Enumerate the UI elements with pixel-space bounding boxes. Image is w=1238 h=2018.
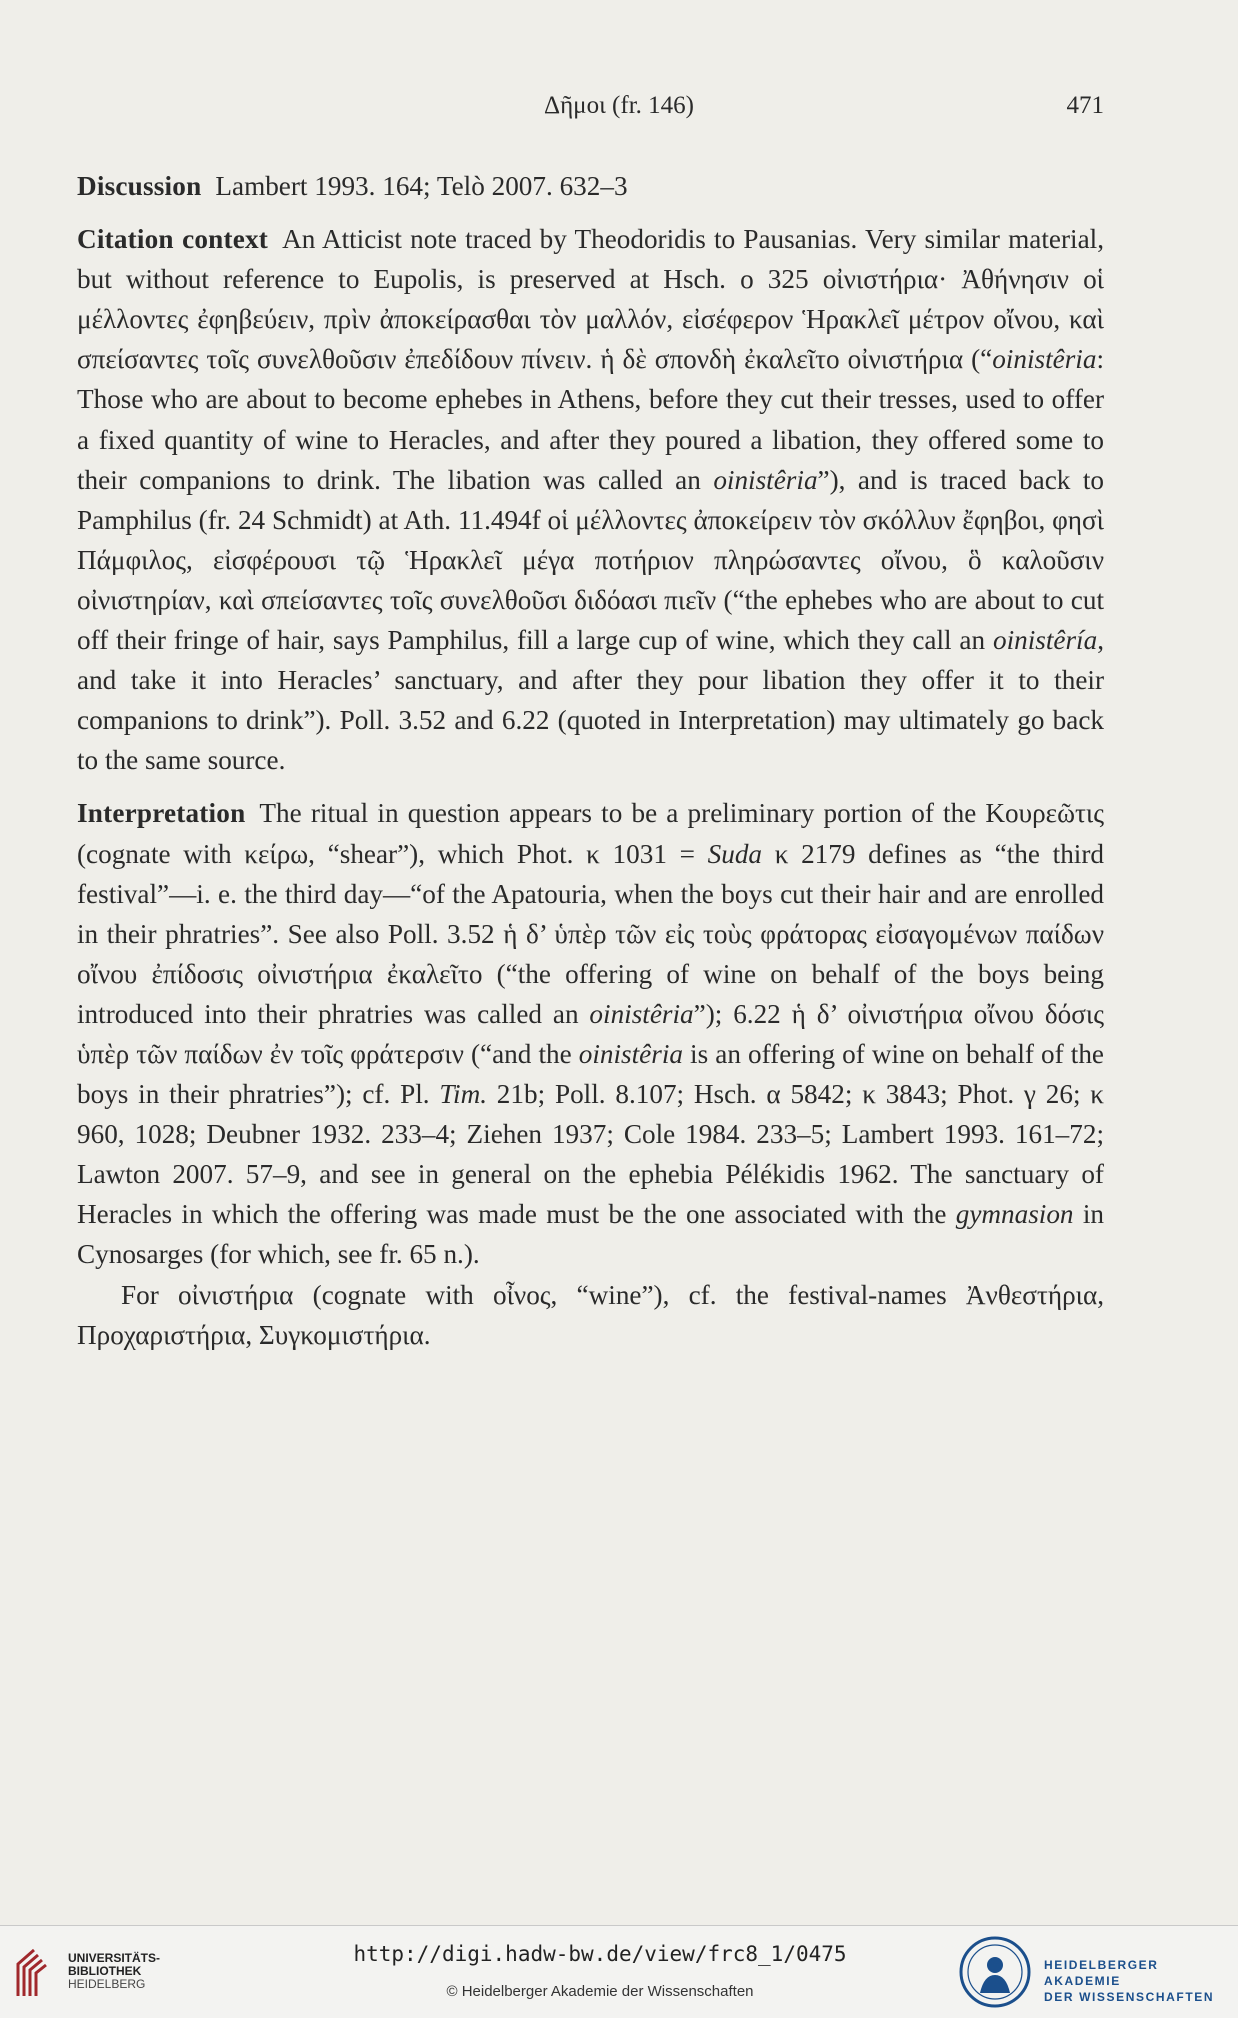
running-head-title: Δῆμοι (fr. 146) (544, 92, 694, 119)
running-head (0, 92, 1238, 126)
interpretation-text: is an offering of wine on behalf of the boys in their phratries”); cf. Pl. (77, 1038, 1104, 1110)
hadw-seal-icon (958, 1935, 1032, 2009)
body-text (77, 166, 1104, 1355)
copyright-notice: © Heidelberger Akademie der Wissenschaften (446, 1983, 754, 2000)
italic-term: oinistêria (578, 1038, 683, 1069)
interpretation-text: 21b; Poll. 8.107; Hsch. α 5842; κ 3843; Phot. γ 26; κ 960, 1028; Deubner 1932. 233–4; Ziehen 1937; Cole 1984. 233–5; Lambert 1993. 161–72; Lawton 2007. 57–9, and see in general on the ephebia Pélékidis 1962. The sanctuary of Heracles in which the offering was made must be the one associated with the (77, 1079, 1105, 1230)
italic-term: Tim. (439, 1079, 487, 1110)
interpretation-text: κ 2179 defines as “the third festival”—i. e. the third day—“of the Apatouria, when the boys cut their hair and are enrolled in their phratries”. See also Poll. 3.52 ἡ δ’ ὑπὲρ τῶν εἰς τοὺς φράτορας εἰσαγομένων παίδων οἴνου ἐπίδοσις οἰνιστήρια ἐκαλεῖτο (“the offering of wine on behalf of the boys being introduced into their phratries was called an (77, 838, 1104, 1029)
academy-name (1044, 1957, 1238, 2005)
italic-term: oinistêria (992, 344, 1097, 375)
interpretation-text: ”); 6.22 ἡ δ’ οἰνιστήρια οἴνου δόσις ὑπὲρ τῶν παίδων ἐν τοῖς φράτερσιν (“and the (77, 998, 1105, 1069)
permalink-url[interactable]: http://digi.hadw-bw.de/view/frc8_1/0475 (353, 1942, 847, 1966)
interpretation-text: in Cynosarges (for which, see fr. 65 n.). (77, 1199, 1104, 1270)
library-name-line: BIBLIOTHEK (68, 1964, 142, 1978)
ub-logo-icon (14, 1944, 62, 2000)
interpretation-paragraph-2: For οἰνιστήρια (cognate with οἶνος, “wine”), cf. the festival-names Ἀνθεστήρια, Προχαριστήρια, Συγκομιστήρια. (77, 1279, 1104, 1350)
citation-text: : Those who are about to become ephebes in Athens, before they cut their tresses, used to offer a fixed quantity of wine to Heracles, and after they poured a libation, they offered some to their companions to drink. The libation was called an (77, 344, 1104, 495)
academy-name-line: HEIDELBERGER AKADEMIE (1044, 1958, 1159, 1988)
library-name-line: HEIDELBERG (68, 1977, 146, 1991)
citation-text: , and take it into Heracles’ sanctuary, and after they pour libation they offer it to their companions to drink”). Poll. 3.52 and 6.22 (quoted in Interpretation) may ultimately go back to the same source. (77, 625, 1104, 776)
page-number: 471 (1066, 92, 1104, 119)
citation-text: ”), and is traced back to Pamphilus (fr. 24 Schmidt) at Ath. 11.494f οἱ μέλλοντες ἀποκείρειν τὸν σκόλλυν ἔφηβοι, φησὶ Πάμφιλος, εἰσφέρουσι τῷ Ἡρακλεῖ μέγα ποτήριον πληρώσαντες οἴνου, ὃ καλοῦσιν οἰνιστηρίαν, καὶ σπείσαντες τοῖς συνελθοῦσι διδόασι πιεῖν (“the ephebes who are about to cut off their fringe of hair, says Pamphilus, fill a large cup of wine, which they call an (77, 464, 1104, 656)
italic-term: Suda (707, 838, 763, 869)
citation-text: An Atticist note traced by Theodoridis to Pausanias. Very similar material, but without reference to Eupolis, is preserved at Hsch. ο 325 οἰνιστήρια· Ἀθήνησιν οἱ μέλλοντες ἐφηβεύειν, πρὶν ἀποκείρασθαι τὸν μαλλόν, εἰσέφερον Ἡρακλεῖ μέτρον οἴνου, καὶ σπείσαντες τοῖς συνελθοῦσιν ἐπεδίδουν πίνειν. ἡ δὲ σπονδὴ ἐκαλεῖτο οἰνιστήρια (“ (77, 224, 1104, 375)
italic-term: oinistêria (713, 464, 818, 495)
interpretation-section (77, 793, 1104, 1274)
citation-context-section (77, 219, 1104, 780)
discussion-section (77, 166, 1104, 206)
italic-term: oinistêria (589, 998, 694, 1029)
library-name-line: UNIVERSITÄTS- (68, 1951, 161, 1965)
interpretation-text: The ritual in question appears to be a preliminary portion of the Κουρεῶτις (cognate with κείρω, “shear”), which Phot. κ 1031 = (77, 798, 1104, 869)
italic-term: oinistêría (992, 625, 1098, 656)
discussion-heading: Discussion (77, 171, 202, 201)
citation-context-heading: Citation context (77, 224, 269, 255)
library-name (68, 1952, 160, 1991)
italic-term: gymnasion (955, 1199, 1074, 1230)
interpretation-heading: Interpretation (77, 798, 246, 829)
discussion-text: Lambert 1993. 164; Telò 2007. 632–3 (215, 171, 628, 201)
academy-name-line: DER WISSENSCHAFTEN (1044, 1990, 1215, 2004)
viewer-footer (0, 1925, 1238, 2018)
